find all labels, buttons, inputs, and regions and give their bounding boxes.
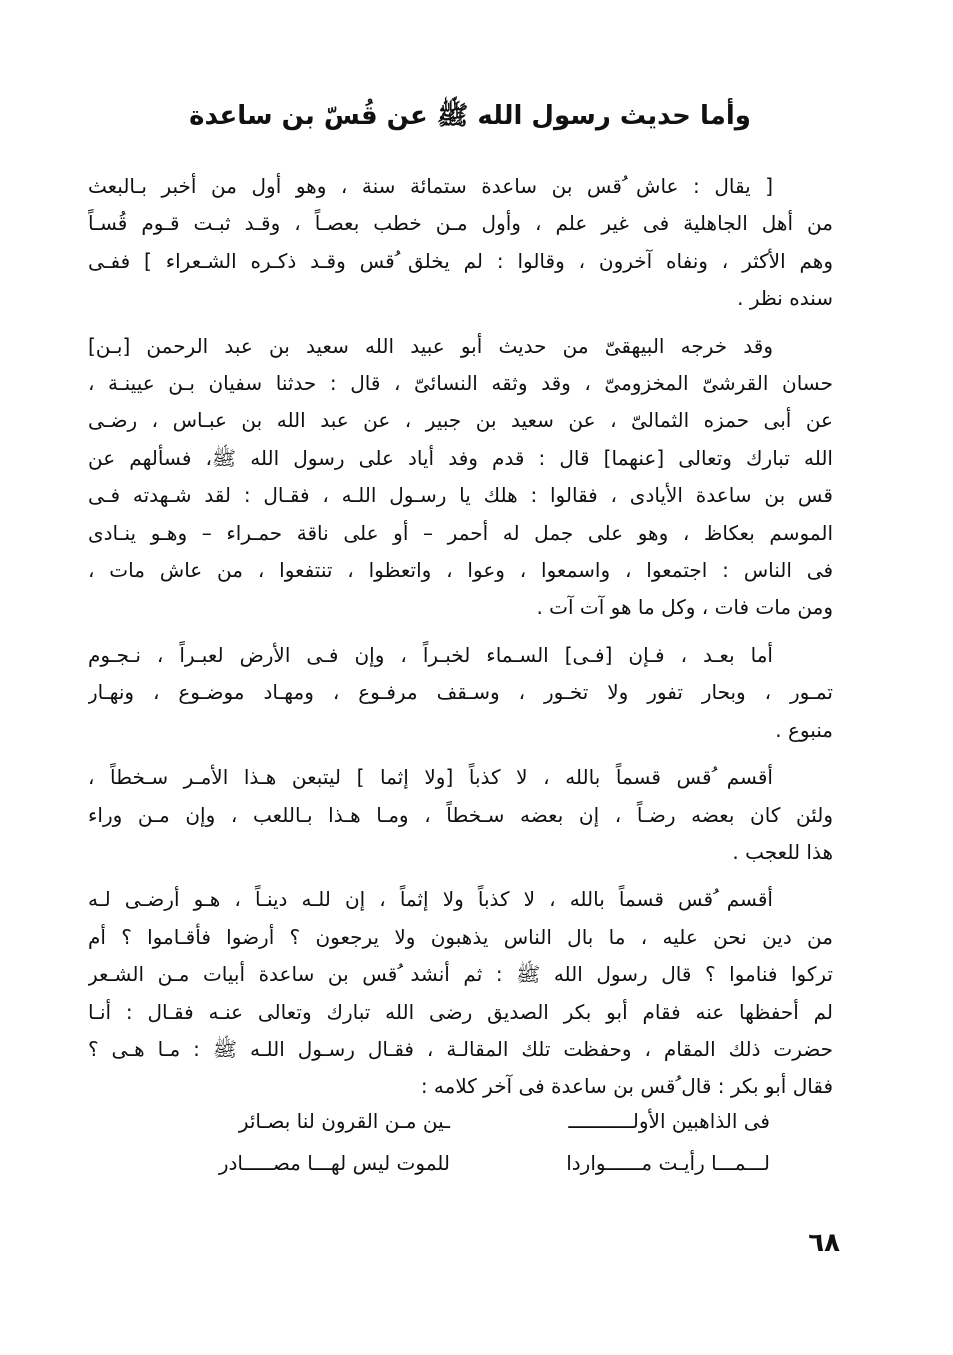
verse-second-hemistich: للموت ليس لهـــا مصـــــادر xyxy=(218,1151,450,1175)
verse-first-hemistich: لـــمـــا رأيـت مــــــواردا xyxy=(566,1151,770,1175)
text-line: من دين نحن عليه ، ما بال الناس يذهبون ولا يرجعون ؟ أرضوا فأقـاموا ؟ أم xyxy=(88,924,833,949)
text-line: لم أحفظها عنه فقام أبو بكر الصديق رضى الله تبارك وتعالى عنـه فقـال : أنـا xyxy=(88,999,833,1024)
verse-first-hemistich: فى الذاهبين الأولـــــــــــ xyxy=(568,1109,770,1133)
text-line: أقسم ُقس قسماً بالله ، لا كذباً ولا إثماً ، إن للـه دينـاً ، هـو أرضـى لـه xyxy=(88,887,773,912)
text-line: من أهل الجاهلية فى غير علم ، وأول مـن خطب بعصـاً ، وقـد ثبـت قـوم قُسـاً xyxy=(88,211,833,236)
text-line: ُقس بن ساعدة الأيادى ، فقالوا : هلك يا رسـول اللـه ، فقـال : لقد شـهدته فـى xyxy=(88,483,833,508)
paragraph-1 xyxy=(88,168,833,318)
text-line: سنده نظر . xyxy=(737,286,833,311)
text-line: هذا للعجب . xyxy=(732,839,833,864)
text-line: منبوع . xyxy=(775,717,833,742)
text-line: تمـور ، وبحار تفور ولا تخـور ، وسـقف مرفـوع ، ومهـاد موضـوع ، ونهـار xyxy=(88,680,833,705)
text-line: تركوا فناموا ؟ قال رسول الله ﷺ : ثم أنشد ُقس بن ساعدة أبيات مـن الشـعر xyxy=(88,962,833,987)
body-text xyxy=(88,168,833,1116)
paragraph-5 xyxy=(88,881,833,1105)
paragraph-4 xyxy=(88,759,833,871)
poetry-verse xyxy=(180,1100,770,1142)
poetry-verse xyxy=(180,1142,770,1184)
text-line: أما بعـد ، فـإن [فـى] السـماء لخبـراً ، وإن فـى الأرض لعبـراً ، نـجـوم xyxy=(88,642,773,667)
text-line: الله تبارك وتعالى [عنهما] قال : قدم وفد أياد على رسول الله ﷺ، فسألهم عن xyxy=(88,445,833,470)
text-line: وهم الأكثر ، ونفاه آخرون ، وقالوا : لم يخلق ُقس وقـد ذكـره الشـعراء ] ففـى xyxy=(88,248,833,273)
text-line: الموسم بعكاظ ، وهو على جمل له أحمر – أو على ناقة حمـراء – وهـو ينـادى xyxy=(88,520,833,545)
text-line: [ يقال : عاش ُقس بن ساعدة ستمائة سنة ، وهو أول من أخبر بـالبعث xyxy=(88,174,773,198)
paragraph-3 xyxy=(88,637,833,749)
text-line: ومن مات فات ، وكل ما هو آت آت . xyxy=(536,595,833,620)
text-line: حضرت ذلك المقام ، وحفظت تلك المقالـة ، فقـال رسـول اللـه ﷺ : مـا هـى ؟ xyxy=(88,1036,833,1061)
chapter-title: وأما حديث رسول الله ﷺ عن قُسّ بن ساعدة xyxy=(189,101,751,131)
text-line: ولئن كان بعضه رضـاً ، إن بعضه سـخطاً ، ومـا هـذا بـاللعب ، وإن مـن وراء xyxy=(88,802,833,827)
text-line: فى الناس : اجتمعوا ، واسمعوا ، وعوا ، واتعظوا ، تنتفعوا ، من عاش مات ، xyxy=(88,558,833,583)
text-line: حسان القرشىّ المخزومىّ ، وقد وثقه النسائىّ ، قال : حدثنا سفيان بـن عيينـة ، xyxy=(88,371,833,396)
paragraph-2 xyxy=(88,328,833,627)
text-line: عن أبى حمزه الثمالىّ ، عن سعيد بن جبير ، عن عبد الله بن عبـاس ، رضـى xyxy=(88,408,833,433)
text-line: وقد خرجه البيهقىّ من حديث أبو عبيد الله سعيد بن عبد الرحمن [بـن] xyxy=(88,333,773,358)
poetry-block xyxy=(180,1100,770,1184)
page-number: ٦٨ xyxy=(808,1228,840,1258)
verse-second-hemistich: ـين مـن القرون لنا بصـائر xyxy=(238,1109,450,1133)
text-line: فقال أبو بكر : قال ُقس بن ساعدة فى آخر كلامه : xyxy=(420,1074,833,1099)
text-line: أقسم ُقس قسماً بالله ، لا كذباً [ولا إثما ] ليتبعن هـذا الأمـر سـخطاً ، xyxy=(88,765,773,790)
